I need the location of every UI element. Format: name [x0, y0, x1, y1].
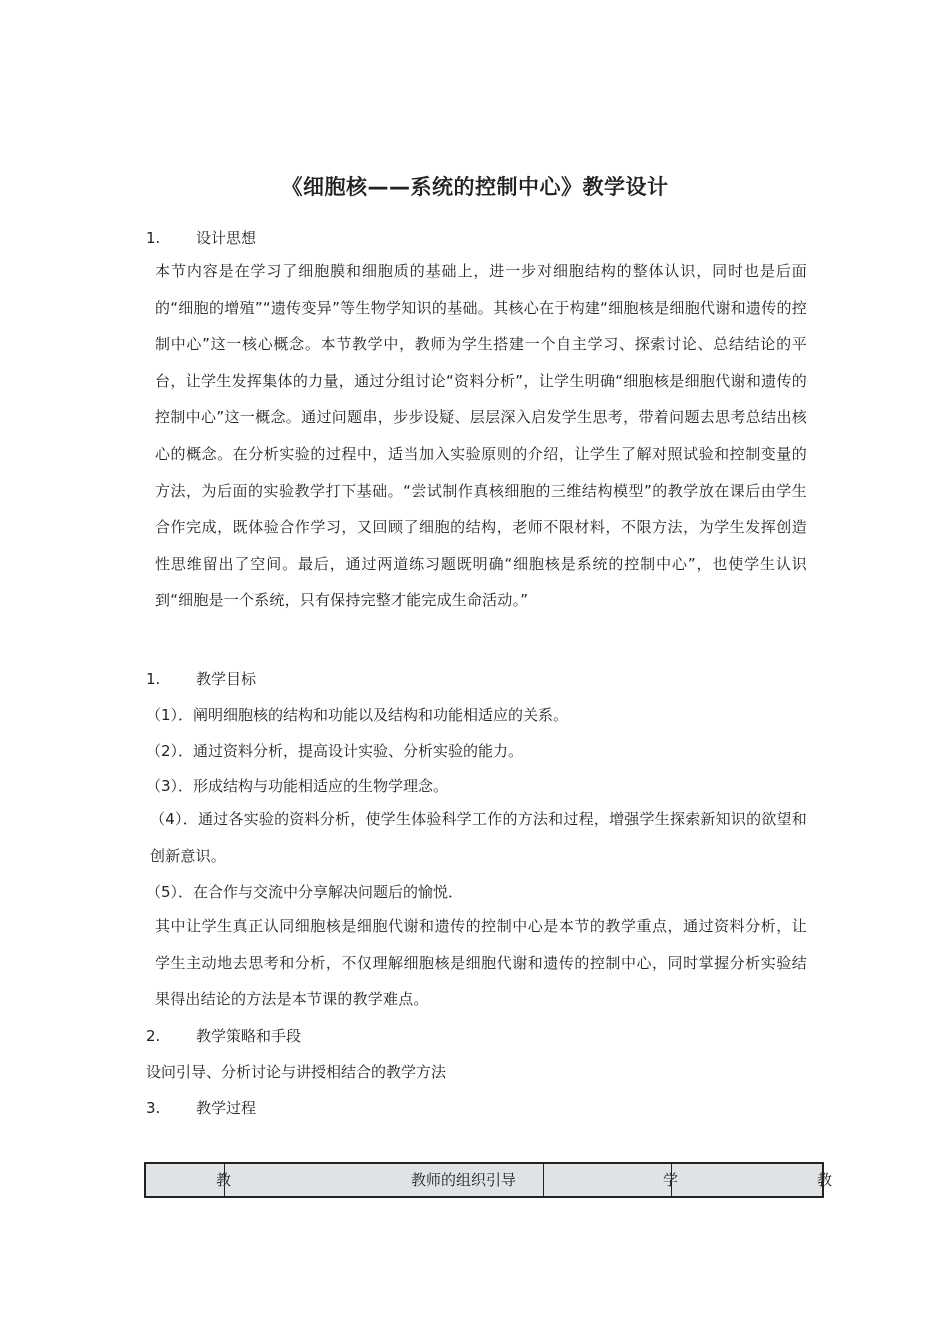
section-label: 教学策略和手段 [196, 1027, 302, 1045]
section-label: 教学过程 [196, 1099, 257, 1117]
section-heading-strategy [146, 1024, 301, 1048]
process-table-header [144, 1162, 833, 1198]
design-paragraph: 本节内容是在学习了细胞膜和细胞质的基础上，进一步对细胞结构的整体认识，同时也是后面的“细胞的增殖”“遗传变异”等生物学知识的基础。其核心在于构建“细胞核是细胞代谢和遗传的控制中心”这一核心概念。本节教学中，教师为学生搭建一个自主学习、探索讨论、总结结论的平台，让学生发挥集体的力量，通过分组讨论“资料分析”，让学生明确“细胞核是细胞代谢和遗传的控制中心”这一概念。通过问题串，步步设疑、层层深入启发学生思考，带着问题去思考总结出核心的概念。在分析实验的过程中，适当加入实验原则的介绍，让学生了解对照试验和控制变量的方法，为后面的实验教学打下基础。“尝试制作真核细胞的三维结构模型”的教学放在课后由学生合作完成，既体验合作学习，又回顾了细胞的结构，老师不限材料，不限方法，为学生发挥创造性思维留出了空间。最后，通过两道练习题既明确“细胞核是系统的控制中心”，也使学生认识到“细胞是一个系统，只有保持完整才能完成生命活动。” [155, 262, 807, 610]
section-number: 1. [146, 670, 161, 688]
goal-item-2: （2）．通过资料分析，提高设计实验、分析实验的能力。 [146, 742, 524, 760]
emphasis-paragraph: 其中让学生真正认同细胞核是细胞代谢和遗传的控制中心是本节的教学重点，通过资料分析，让学生主动地去思考和分析，不仅理解细胞核是细胞代谢和遗传的控制中心，同时掌握分析实验结果得出结论的方法是本节课的教学难点。 [155, 917, 807, 1009]
section-heading-goals [146, 667, 256, 691]
section-label: 教学目标 [196, 670, 257, 688]
table-header-cell: 学 [543, 1164, 672, 1196]
goal-item-1: （1）．阐明细胞核的结构和功能以及结构和功能相适应的关系。 [146, 706, 569, 724]
table-header-cell: 教 [146, 1164, 225, 1196]
goal-item-4: （4）．通过各实验的资料分析，使学生体验科学工作的方法和过程，增强学生探索新知识的欲望和创新意识。 [150, 810, 807, 865]
strategy-text: 设问引导、分析讨论与讲授相结合的教学方法 [146, 1063, 447, 1081]
section-number: 3. [146, 1099, 161, 1117]
section-label: 设计思想 [196, 229, 257, 247]
section-heading-process [146, 1096, 256, 1120]
section-heading-design [146, 226, 256, 250]
table-header-cell: 教 [817, 1171, 833, 1189]
document-title: 《细胞核——系统的控制中心》教学设计 [281, 175, 669, 199]
goal-item-3: （3）．形成结构与功能相适应的生物学理念。 [146, 777, 449, 795]
table-header-cell: 教师的组织引导 [224, 1164, 544, 1196]
section-number: 1. [146, 229, 161, 247]
goal-item-5: （5）．在合作与交流中分享解决问题后的愉悦． [146, 883, 464, 901]
section-number: 2. [146, 1027, 161, 1045]
